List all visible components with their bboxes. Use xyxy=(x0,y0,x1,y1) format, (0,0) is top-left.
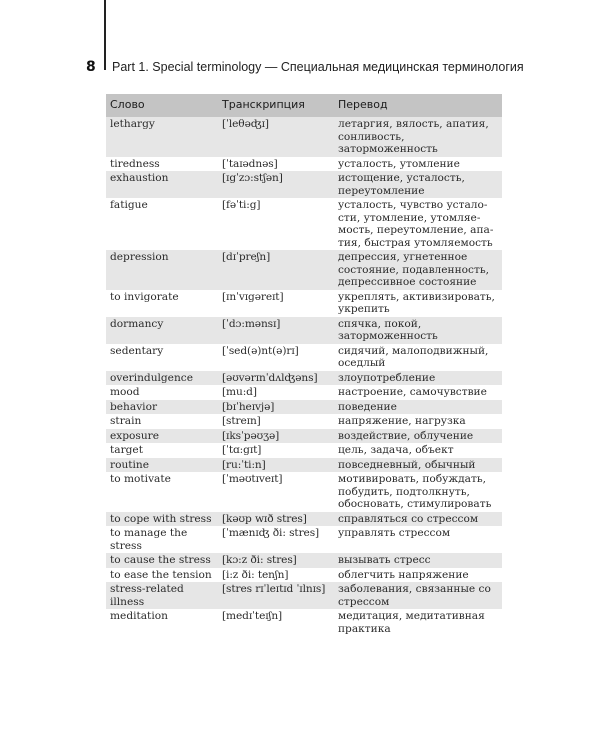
word-cell: to invigorate xyxy=(106,290,218,317)
word-cell: sedentary xyxy=(106,344,218,371)
translation-cell: вызывать стресс xyxy=(334,553,502,568)
transcription-cell: [dɪˈpreʃn] xyxy=(218,250,334,290)
translation-cell: настроение, самочувствие xyxy=(334,385,502,400)
word-cell: stress-related illness xyxy=(106,582,218,609)
transcription-cell: [ɪksˈpəʊʒə] xyxy=(218,429,334,444)
table-row xyxy=(106,458,502,473)
table-row xyxy=(106,117,502,157)
transcription-cell: [medɪˈteɪʃn] xyxy=(218,609,334,636)
table-row xyxy=(106,400,502,415)
running-title: Part 1. Special terminology — Специальная медицинская терминология xyxy=(112,60,524,74)
translation-cell: спячка, покой, заторможенность xyxy=(334,317,502,344)
word-cell: mood xyxy=(106,385,218,400)
vocabulary-table xyxy=(106,94,502,636)
table-row xyxy=(106,157,502,172)
translation-cell: поведение xyxy=(334,400,502,415)
column-header-translation: Перевод xyxy=(334,94,502,117)
table-row xyxy=(106,526,502,553)
word-cell: to cope with stress xyxy=(106,512,218,527)
translation-cell: усталость, утомление xyxy=(334,157,502,172)
transcription-cell: [ˈdɔ:mənsɪ] xyxy=(218,317,334,344)
transcription-cell: [bɪˈheɪvjə] xyxy=(218,400,334,415)
word-cell: depression xyxy=(106,250,218,290)
word-cell: dormancy xyxy=(106,317,218,344)
word-cell: behavior xyxy=(106,400,218,415)
translation-cell: заболевания, связанные со стрессом xyxy=(334,582,502,609)
transcription-cell: [ɪgˈzɔ:stʃən] xyxy=(218,171,334,198)
column-header-word: Слово xyxy=(106,94,218,117)
table-row xyxy=(106,472,502,512)
table-row xyxy=(106,512,502,527)
table-row xyxy=(106,443,502,458)
running-header xyxy=(86,59,524,75)
table-row xyxy=(106,371,502,386)
word-cell: fatigue xyxy=(106,198,218,250)
transcription-cell: [ˈmænɪʤ ði: stres] xyxy=(218,526,334,553)
transcription-cell: [ru:ˈti:n] xyxy=(218,458,334,473)
table-row xyxy=(106,198,502,250)
transcription-cell: [fəˈti:g] xyxy=(218,198,334,250)
translation-cell: воздействие, облучение xyxy=(334,429,502,444)
transcription-cell: [ˈleθəʤɪ] xyxy=(218,117,334,157)
translation-cell: облегчить напряжение xyxy=(334,568,502,583)
transcription-cell: [streɪn] xyxy=(218,414,334,429)
translation-cell: злоупотребление xyxy=(334,371,502,386)
translation-cell: справляться со стрессом xyxy=(334,512,502,527)
transcription-cell: [ˈsed(ə)nt(ə)rɪ] xyxy=(218,344,334,371)
table-row xyxy=(106,344,502,371)
transcription-cell: [ˈtaɪədnəs] xyxy=(218,157,334,172)
table-row xyxy=(106,414,502,429)
word-cell: meditation xyxy=(106,609,218,636)
transcription-cell: [ˈtɑ:gɪt] xyxy=(218,443,334,458)
table-row xyxy=(106,317,502,344)
translation-cell: летаргия, вялость, апатия, сонливость, заторможенность xyxy=(334,117,502,157)
translation-cell: напряжение, нагрузка xyxy=(334,414,502,429)
translation-cell: усталость, чувство устало-сти, утомление, утомляе-мость, переутомление, апа-тия, быстрая утомляемость xyxy=(334,198,502,250)
word-cell: lethargy xyxy=(106,117,218,157)
word-cell: routine xyxy=(106,458,218,473)
table-row xyxy=(106,553,502,568)
table-header-row xyxy=(106,94,502,117)
table-row xyxy=(106,582,502,609)
table-row xyxy=(106,568,502,583)
translation-cell: повседневный, обычный xyxy=(334,458,502,473)
word-cell: exhaustion xyxy=(106,171,218,198)
table-row xyxy=(106,609,502,636)
table-row xyxy=(106,171,502,198)
word-cell: to cause the stress xyxy=(106,553,218,568)
word-cell: strain xyxy=(106,414,218,429)
word-cell: exposure xyxy=(106,429,218,444)
translation-cell: управлять стрессом xyxy=(334,526,502,553)
translation-cell: укреплять, активизировать, укрепить xyxy=(334,290,502,317)
transcription-cell: [stres rɪˈleɪtɪd ˈɪlnɪs] xyxy=(218,582,334,609)
transcription-cell: [mu:d] xyxy=(218,385,334,400)
translation-cell: цель, задача, объект xyxy=(334,443,502,458)
word-cell: tiredness xyxy=(106,157,218,172)
table-row xyxy=(106,250,502,290)
word-cell: overindulgence xyxy=(106,371,218,386)
transcription-cell: [kɔ:z ði: stres] xyxy=(218,553,334,568)
translation-cell: депрессия, угнетенное состояние, подавленность, депрессивное состояние xyxy=(334,250,502,290)
transcription-cell: [ɪnˈvɪgəreɪt] xyxy=(218,290,334,317)
word-cell: to motivate xyxy=(106,472,218,512)
translation-cell: сидячий, малоподвижный, оседлый xyxy=(334,344,502,371)
table-row xyxy=(106,429,502,444)
translation-cell: мотивировать, побуждать, побудить, подтолкнуть, обосновать, стимулировать xyxy=(334,472,502,512)
translation-cell: медитация, медитативная практика xyxy=(334,609,502,636)
translation-cell: истощение, усталость, переутомление xyxy=(334,171,502,198)
table-body xyxy=(106,117,502,636)
table-row xyxy=(106,290,502,317)
transcription-cell: [kəʊp wɪð stres] xyxy=(218,512,334,527)
word-cell: to ease the tension xyxy=(106,568,218,583)
transcription-cell: [əʊvərɪnˈdʌlʤəns] xyxy=(218,371,334,386)
column-header-transcription: Транскрипция xyxy=(218,94,334,117)
word-cell: target xyxy=(106,443,218,458)
word-cell: to manage the stress xyxy=(106,526,218,553)
transcription-cell: [i:z ði: tenʃn] xyxy=(218,568,334,583)
table-row xyxy=(106,385,502,400)
page-number: 8 xyxy=(86,59,96,75)
transcription-cell: [ˈməʊtɪveɪt] xyxy=(218,472,334,512)
